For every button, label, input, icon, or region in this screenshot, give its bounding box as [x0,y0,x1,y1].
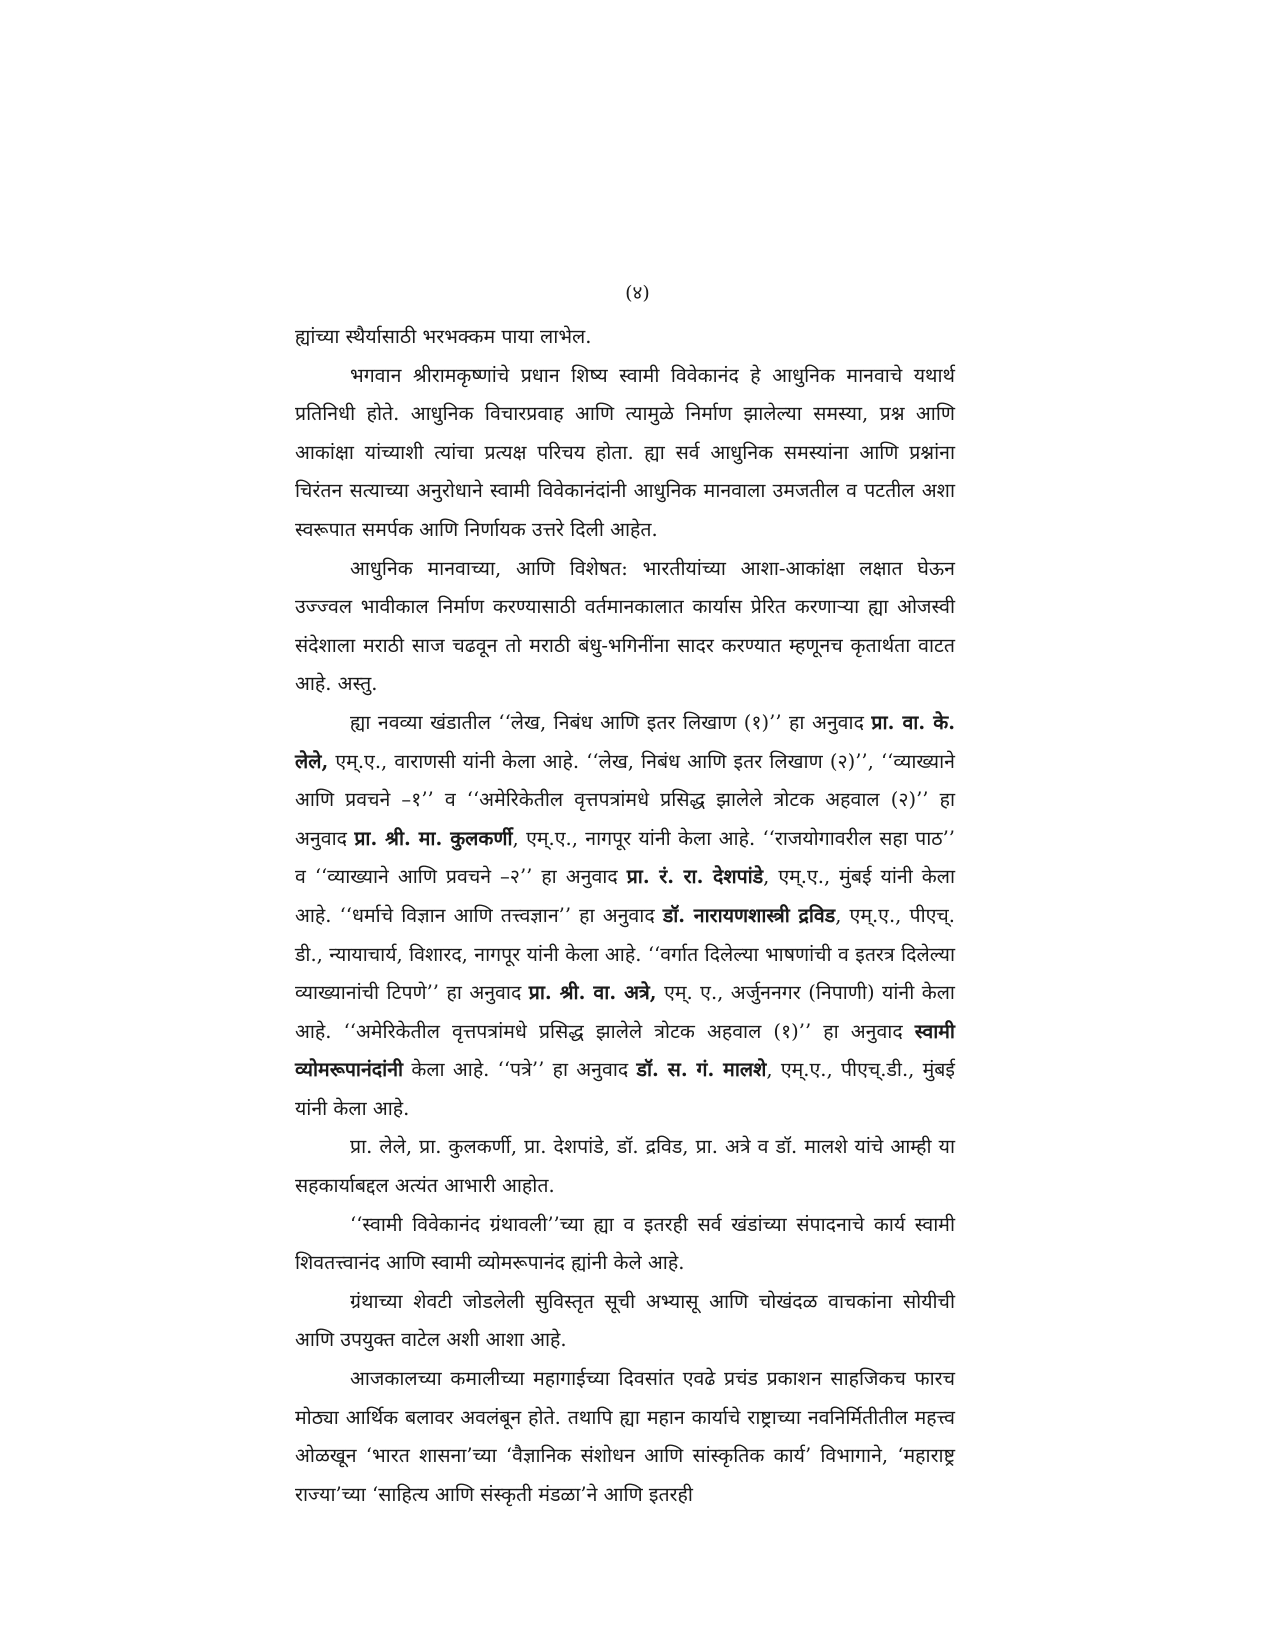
text-run: ह्या नवव्या खंडातील ‘‘लेख, निबंध आणि इतर लिखाण (१)’’ हा अनुवाद [350,710,872,734]
text-run: भगवान श्रीरामकृष्णांचे प्रधान शिष्य स्वामी विवेकानंद हे आधुनिक मानवाचे यथार्थ प्रतिनिधी होते. आधुनिक विचारप्रवाह आणि त्यामुळे निर्माण झालेल्या समस्या, प्रश्न आणि आकांक्षा यांच्याशी त्यांचा प्रत्यक्ष परिचय होता. ह्या सर्व आधुनिक समस्यांना आणि प्रश्नांना चिरंतन सत्याच्या अनुरोधाने स्वामी विवेकानंदांनी आधुनिक मानवाला उमजतील व पटतील अशा स्वरूपात समर्पक आणि निर्णायक उत्तरे दिली आहेत. [295,363,955,541]
paragraph [295,704,955,1129]
text-run: ह्यांच्या स्थैर्यासाठी भरभक्कम पाया लाभेल. [295,325,592,348]
translator-name: डॉ. नारायणशास्त्री द्रविड [662,903,836,927]
translator-name: प्रा. रं. रा. देशपांडे [626,865,764,889]
text-run: आजकालच्या कमालीच्या महागाईच्या दिवसांत एवढे प्रचंड प्रकाशन साहजिकच फारच मोठ्या आर्थिक बलावर अवलंबून होते. तथापि ह्या महान कार्याचे राष्ट्राच्या नवनिर्मितीतील महत्त्व ओळखून ‘भारत शासना’च्या ‘वैज्ञानिक संशोधन आणि सांस्कृतिक कार्य’ विभागाने, ‘महाराष्ट्र राज्या’च्या ‘साहित्य आणि संस्कृती मंडळा’ने आणि इतरही [295,1367,955,1506]
translator-name: डॉ. स. गं. मालशे [636,1058,767,1082]
paragraph [295,550,955,704]
text-run: एम्. ए., अर्जुननगर (निपाणी) यांनी केला आहे. ‘‘अमेरिकेतील वृत्तपत्रांमधे प्रसिद्ध झालेले त्रोटक अहवाल (१)’’ हा अनुवाद [295,981,955,1043]
paragraph [295,318,955,357]
paragraph [295,1360,955,1514]
page-number: (४) [625,282,650,304]
text-run: , एम्.ए., पीएच्. डी., न्यायाचार्य, विशारद, नागपूर यांनी केला आहे. ‘‘वर्गात दिलेल्या भाषणांची व इतरत्र दिलेल्या व्याख्यानांची टिपणे’’ हा अनुवाद [295,903,955,1005]
paragraph [295,1283,955,1360]
paragraph [295,1128,955,1205]
translator-name: स्वामी व्योमरूपानंदांनी [295,1019,955,1082]
translator-name: प्रा. श्री. मा. कुलकर्णी [354,826,513,850]
text-run: प्रा. लेले, प्रा. कुलकर्णी, प्रा. देशपांडे, डॉ. द्रविड, प्रा. अत्रे व डॉ. मालशे यांचे आम्ही या सहकार्याबद्दल अत्यंत आभारी आहोत. [295,1135,955,1198]
text-run: ‘‘स्वामी विवेकानंद ग्रंथावली’’च्या ह्या व इतरही सर्व खंडांच्या संपादनाचे कार्य स्वामी शिवतत्त्वानंद आणि स्वामी व्योमरूपानंद ह्यांनी केले आहे. [295,1212,955,1275]
paragraph [295,357,955,550]
text-run: आधुनिक मानवाच्या, आणि विशेषत: भारतीयांच्या आशा-आकांक्षा लक्षात घेऊन उज्ज्वल भावीकाल निर्माण करण्यासाठी वर्तमानकालात कार्यास प्रेरित करणाऱ्या ह्या ओजस्वी संदेशाला मराठी साज चढवून तो मराठी बंधु-भगिनींना सादर करण्यात म्हणूनच कृतार्थता वाटत आहे. अस्तु. [295,556,955,696]
text-run: , एम्.ए., नागपूर यांनी केला आहे. ‘‘राजयोगावरील सहा पाठ’’ व ‘‘व्याख्याने आणि प्रवचने –२’’ हा अनुवाद [295,826,955,889]
translator-name: प्रा. श्री. वा. अत्रे, [528,981,657,1005]
body-text [295,318,955,1514]
text-run: केला आहे. ‘‘पत्रे’’ हा अनुवाद [403,1058,637,1082]
paragraph [295,1206,955,1283]
translator-name: प्रा. वा. के. लेले, [295,710,955,773]
text-run: , एम्.ए., मुंबई यांनी केला आहे. ‘‘धर्माचे विज्ञान आणि तत्त्वज्ञान’’ हा अनुवाद [295,865,956,927]
text-run: ग्रंथाच्या शेवटी जोडलेली सुविस्तृत सूची अभ्यासू आणि चोखंदळ वाचकांना सोयीची आणि उपयुक्त वाटेल अशी आशा आहे. [295,1289,955,1352]
text-run: एम्.ए., वाराणसी यांनी केला आहे. ‘‘लेख, निबंध आणि इतर लिखाण (२)’’, ‘‘व्याख्याने आणि प्रवचने –१’’ व ‘‘अमेरिकेतील वृत्तपत्रांमधे प्रसिद्ध झालेले त्रोटक अहवाल (२)’’ हा अनुवाद [295,749,955,850]
text-run: , एम्.ए., पीएच्.डी., मुंबई यांनी केला आहे. [295,1058,955,1120]
